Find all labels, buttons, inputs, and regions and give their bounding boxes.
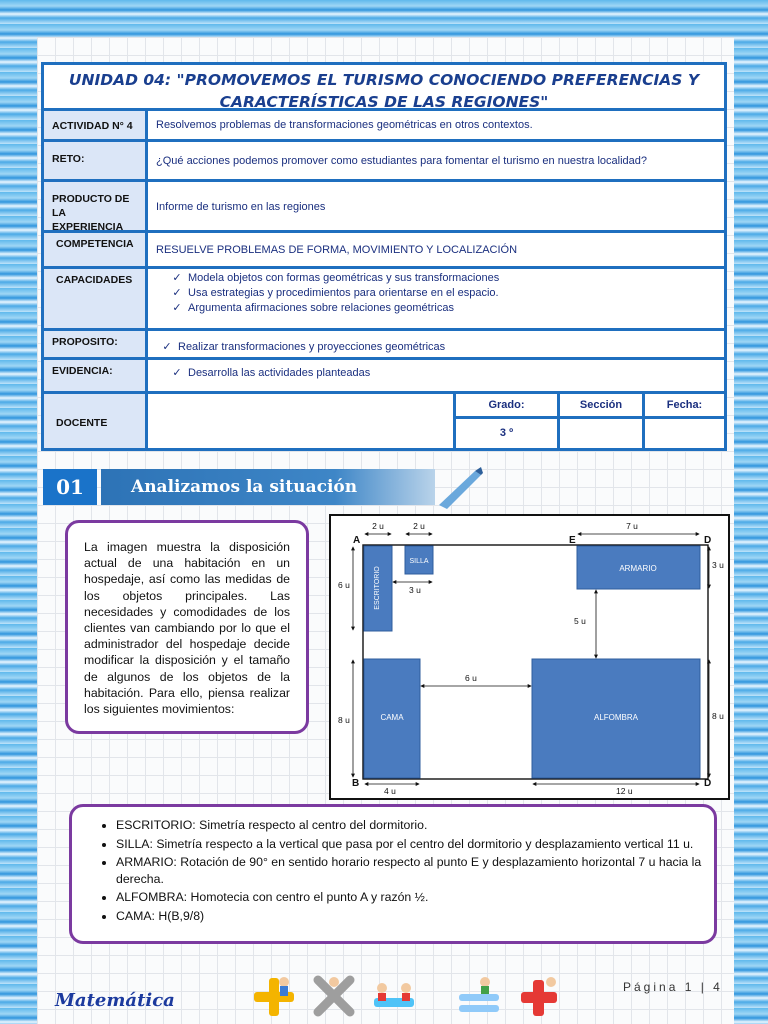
seccion-value[interactable]: [557, 419, 642, 448]
list-item: ✓ Modela objetos con formas geométricas y sus transformaciones: [166, 271, 499, 286]
page-number: Página 1 | 4: [623, 980, 723, 994]
silla-label: SILLA: [409, 558, 429, 565]
equals-figure-icon: [455, 972, 503, 1020]
fecha-value[interactable]: [642, 419, 724, 448]
row-producto: [44, 182, 724, 233]
row-capacidades: [44, 269, 724, 331]
competencia-label: COMPETENCIA: [44, 233, 148, 266]
alfombra-label: ALFOMBRA: [593, 713, 639, 722]
measure-label: 3 u: [409, 585, 421, 595]
measure-label: 2 u: [372, 521, 384, 531]
unit-title: UNIDAD 04: "PROMOVEMOS EL TURISMO CONOCIENDO PREFERENCIAS Y CARACTERÍSTICAS DE LAS REGIONES": [44, 65, 724, 111]
row-competencia: [44, 233, 724, 269]
header-table: [41, 62, 727, 451]
producto-label: PRODUCTO DE LA EXPERIENCIA: [44, 182, 148, 230]
minus-figure-icon: [370, 972, 418, 1020]
actividad-label: ACTIVIDAD N° 4: [44, 111, 148, 139]
reto-value: ¿Qué acciones podemos promover como estudiantes para fomentar el turismo en nuestra localidad?: [156, 155, 647, 167]
evidencia-value: Desarrolla las actividades planteadas: [188, 367, 371, 379]
situation-text: La imagen muestra la disposición actual de una habitación en un hospedaje, así como las medidas de los objetos principales. Las necesidades y comodidades de los clientes van cambiando por lo que el administrador del hospedaje decide modificar la disposición y el tamaño de algunos de los objetos de la habitación. Para ello, piensa realizar los siguientes movimientos:: [84, 540, 290, 717]
list-item: • ESCRITORIO: Simetría respecto al centro del dormitorio.: [116, 817, 702, 834]
capacidades-label: CAPACIDADES: [44, 269, 148, 328]
fecha-label: Fecha:: [642, 394, 724, 419]
multiply-figure-icon: [310, 972, 358, 1020]
measure-label: 6 u: [338, 580, 350, 590]
subject-label: Matemática: [55, 990, 175, 1011]
row-actividad: [44, 111, 724, 142]
room-diagram: [329, 514, 730, 800]
pencil-icon: [435, 465, 485, 509]
measure-label: 12 u: [616, 786, 633, 796]
situation-box: [65, 520, 309, 734]
measure-label: 5 u: [574, 616, 586, 626]
plus-figure-icon: [250, 972, 298, 1020]
measure-label: 3 u: [712, 560, 724, 570]
measure-label: 6 u: [465, 673, 477, 683]
list-item: • ALFOMBRA: Homotecia con centro el punto A y razón ½.: [116, 889, 702, 906]
proposito-value: Realizar transformaciones y proyecciones geométricas: [178, 341, 446, 353]
capacidades-list: [166, 271, 499, 316]
list-item: • CAMA: H(B,9/8): [116, 908, 702, 925]
docente-label: DOCENTE: [44, 394, 148, 448]
proposito-label: PROPOSITO:: [44, 331, 148, 357]
list-item: ✓ Usa estrategias y procedimientos para orientarse en el espacio.: [166, 286, 499, 301]
armario-label: ARMARIO: [619, 564, 657, 573]
check-icon: ✓: [172, 367, 182, 379]
list-item: ✓ Argumenta afirmaciones sobre relaciones geométricas: [166, 301, 499, 316]
point-e-label: E: [569, 535, 576, 546]
point-a-label: A: [353, 535, 361, 546]
check-icon: ✓: [172, 272, 182, 284]
instructions-list: [90, 817, 702, 924]
row-docente: [44, 394, 724, 448]
plus-red-figure-icon: [515, 972, 563, 1020]
evidencia-label: EVIDENCIA:: [44, 360, 148, 391]
measure-label: 4 u: [384, 786, 396, 796]
producto-value: Informe de turismo en las regiones: [156, 201, 326, 213]
measure-label: 2 u: [413, 521, 425, 531]
reto-label: RETO:: [44, 142, 148, 179]
section-number: 01: [43, 469, 97, 505]
grado-label: Grado:: [453, 394, 557, 419]
cama-label: CAMA: [380, 713, 404, 722]
section-banner: [43, 465, 443, 509]
escritorio-label: ESCRITORIO: [374, 566, 381, 610]
row-evidencia: [44, 360, 724, 394]
grado-value: 3 º: [453, 419, 557, 448]
seccion-label: Sección: [557, 394, 642, 419]
point-b-label: B: [352, 778, 360, 789]
point-d-bottom-label: D: [704, 778, 712, 789]
measure-label: 8 u: [338, 715, 350, 725]
actividad-value: Resolvemos problemas de transformaciones geométricas en otros contextos.: [156, 119, 533, 131]
competencia-value: RESUELVE PROBLEMAS DE FORMA, MOVIMIENTO Y LOCALIZACIÓN: [156, 244, 518, 256]
section-title: Analizamos la situación: [101, 469, 435, 505]
check-icon: ✓: [172, 287, 182, 299]
instructions-box: [69, 804, 717, 944]
point-d-top-label: D: [704, 535, 712, 546]
row-reto: [44, 142, 724, 182]
list-item: • SILLA: Simetría respecto a la vertical que pasa por el centro del dormitorio y desplazamiento vertical 11 u.: [116, 836, 702, 853]
measure-label: 8 u: [712, 711, 724, 721]
list-item: • ARMARIO: Rotación de 90° en sentido horario respecto al punto E y desplazamiento horizontal 7 u hacia la derecha.: [116, 854, 702, 887]
check-icon: ✓: [172, 302, 182, 314]
row-proposito: [44, 331, 724, 360]
check-icon: ✓: [162, 341, 172, 353]
measure-label: 7 u: [626, 521, 638, 531]
